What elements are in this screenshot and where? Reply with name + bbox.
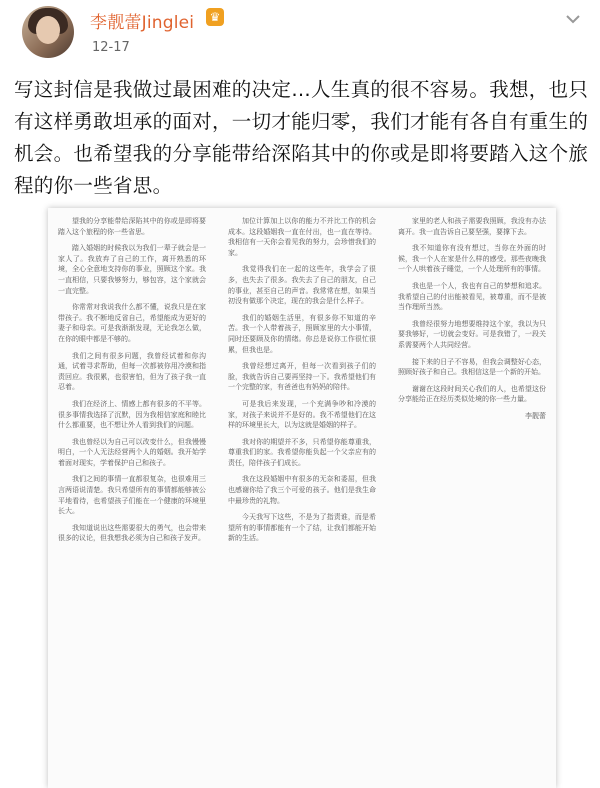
letter-paragraph: 接下来的日子不容易，但我会调整好心态，照顾好孩子和自己。我相信这是一个新的开始。	[398, 357, 546, 377]
author-name[interactable]: 李靓蕾Jinglei	[90, 13, 195, 33]
letter-paragraph: 可是我后来发现，一个充满争吵和冷漠的家，对孩子来说并不是好的。我不希望他们在这样的环境里长大，以为这就是婚姻的样子。	[228, 399, 376, 430]
verified-badge-icon: ♛	[206, 8, 224, 26]
letter-paragraph: 我对你的期望并不多，只希望你能尊重我，尊重我们的家。我希望你能负起一个父亲应有的责任，陪伴孩子们成长。	[228, 437, 376, 467]
letter-paragraph: 我不知道你有没有想过，当你在外面的时候，我一个人在家是什么样的感受。那些夜晚我一个人哄着孩子睡觉，一个人处理所有的事情。	[398, 244, 546, 274]
letter-paragraph: 我也是一个人，我也有自己的梦想和追求。我希望自己的付出能被看见，被尊重，而不是被当作理所当然。	[398, 281, 546, 312]
letter-paragraph: 我们之间有很多问题，我曾经试着和你沟通，试着寻求帮助，但每一次都被你用冷漠和指责回应。我很累，也很害怕，但为了孩子我一直忍着。	[58, 351, 206, 392]
letter-paragraph: 今天我写下这些，不是为了指责谁，而是希望所有的事情都能有一个了结，让我们都能开始新的生活。	[228, 513, 376, 543]
avatar-face	[36, 16, 60, 44]
letter-paragraph: 谢谢在这段时间关心我们的人，也希望这份分享能给正在经历类似处境的你一些力量。	[398, 384, 546, 404]
letter-paragraph: 踏入婚姻的时候我以为我们一辈子就会是一家人了。我放弃了自己的工作，离开熟悉的环境，全心全意地支持你的事业，照顾这个家。我一直相信，只要我够努力，够包容，这个家就会一直完整。	[58, 244, 206, 295]
post-caption: 写这封信是我做过最困难的决定…人生真的很不容易。我想，也只有这样勇敢坦承的面对，一切才能归零，我们才能有各自有重生的机会。也希望我的分享能带给深陷其中的你或是即将要踏入这个旅程的你一些省思。	[14, 78, 589, 197]
letter-paragraph: 家里的老人和孩子需要我照顾，我没有办法离开。我一直告诉自己要坚强，要撑下去。	[398, 217, 546, 236]
letter-paragraph: 你常常对我说我什么都不懂，说我只是在家带孩子。我不断地反省自己，希望能成为更好的妻子和母亲。可是我渐渐发现，无论我怎么做，在你的眼中都是不够的。	[58, 303, 206, 343]
letter-paragraph: 我在这段婚姻中有很多的无奈和委屈，但我也感谢你给了我三个可爱的孩子。他们是我生命中最珍贵的礼物。	[228, 475, 376, 505]
letter-image[interactable]	[48, 208, 556, 788]
letter-paragraph: 我们在经济上、情感上都有很多的不平等。很多事情我选择了沉默，因为我相信家庭和睦比什么都重要，也不想让外人看到我们的问题。	[58, 399, 206, 430]
letter-paragraph: 我们之间的事情一直都很复杂，也很难用三言两语说清楚。我只希望所有的事情都能够被公平地看待，也希望孩子们能在一个健康的环境里长大。	[58, 475, 206, 516]
letter-paragraph: 我们的婚姻生活里，有很多你不知道的辛苦。我一个人带着孩子，照顾家里的大小事情，同时还要顾及你的情绪。你总是说你工作很忙很累，但我也是。	[228, 313, 376, 354]
post-date: 12-17	[92, 40, 130, 55]
letter-paragraph: 加位计算加上以你的能力不并比工作的机会成本。这段婚姻我一直在付出，也一直在等待。我相信有一天你会看见我的努力，会珍惜我们的家。	[228, 217, 376, 257]
letter-paragraph: 我也曾经以为自己可以改变什么，但我慢慢明白，一个人无法经营两个人的婚姻。我开始学着面对现实，学着保护自己和孩子。	[58, 437, 206, 467]
letter-paragraph: 我曾经想过离开，但每一次看到孩子们的脸，我就告诉自己要再坚持一下。我希望他们有一个完整的家，有爸爸也有妈妈的陪伴。	[228, 362, 376, 392]
letter-column-1	[58, 216, 206, 550]
letter-column-3	[398, 216, 546, 422]
letter-signature: 李靓蕾	[525, 411, 546, 420]
letter-column-2	[228, 216, 376, 550]
post-header	[0, 0, 600, 70]
letter-paragraph: 我觉得我们在一起的这些年，我学会了很多，也失去了很多。我失去了自己的朋友，自己的事业，甚至自己的声音。我常常在想，如果当初没有做那个决定，现在的我会是什么样子。	[228, 265, 376, 306]
letter-paragraph: 我曾经很努力地想要维持这个家，我以为只要我够好，一切就会变好。可是我错了，一段关系需要两个人共同经营。	[398, 319, 546, 349]
chevron-down-icon[interactable]	[562, 8, 584, 30]
avatar[interactable]	[22, 6, 74, 58]
letter-paragraph: 我知道说出这些需要很大的勇气，也会带来很多的议论，但我想我必须为自己和孩子发声。	[58, 523, 206, 543]
letter-paragraph: 望我的分享能带给深陷其中的你或是即将要踏入这个旅程的你一些省思。	[58, 217, 206, 236]
